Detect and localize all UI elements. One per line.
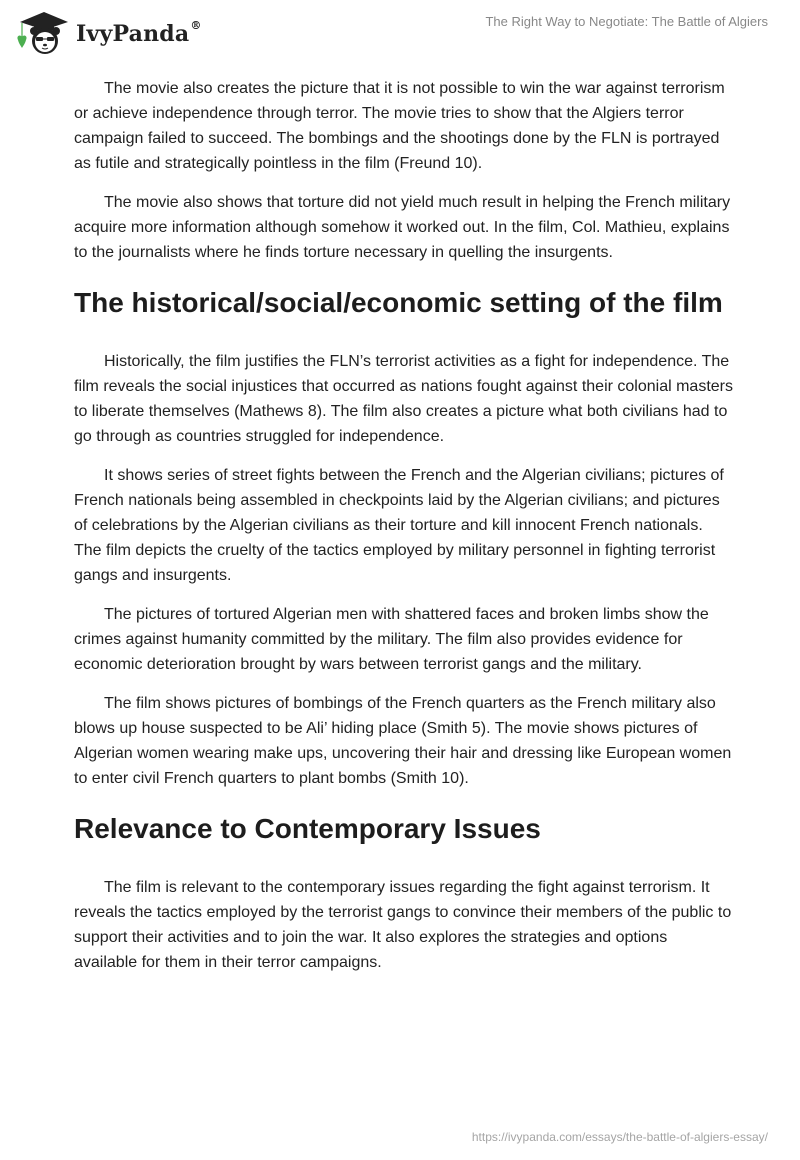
paragraph: The film is relevant to the contemporary issues regarding the fight against terrorism. It reveals the tactics employed by the terrorist gangs to convince their members of the public to support their activities and to join the war. It also explores the strategies and options available for them in their terror campaigns. (74, 879, 732, 971)
paragraph: The movie also shows that torture did not yield much result in helping the French military acquire more information although somehow it worked out. In the film, Col. Mathieu, explains to the journalists where he finds torture necessary in quelling the insurgents. (74, 194, 731, 261)
section-heading: The historical/social/economic setting of the film (74, 287, 723, 318)
paragraph: Historically, the film justifies the FLN’s terrorist activities as a fight for independence. The film reveals the social injustices that occurred as nations fought against their colonial masters to liberate themselves (Mathews 8). The film also creates a picture what both civilians had to go through as countries struggled for independence. (74, 353, 733, 445)
page-header (0, 0, 800, 60)
registered-mark: ® (190, 19, 202, 32)
paragraph: The movie also creates the picture that it is not possible to win the war against terrorism or achieve independence through terror. The movie tries to show that the Algiers terror campaign failed to succeed. The bombings and the shootings done by the FLN is portrayed as futile and strategically pointless in the film (Freund 10). (74, 80, 725, 172)
brand-text: IvyPanda (76, 21, 190, 47)
paragraph: It shows series of street fights between the French and the Algerian civilians; pictures of French nationals being assembled in checkpoints laid by the Algerian civilians; and pictures of celebrations by the Algerian civilians as their torture and kill innocent French nationals. The film depicts the cruelty of the tactics employed by military personnel in fighting terrorist gangs and insurgents. (74, 467, 724, 584)
section-heading: Relevance to Contemporary Issues (74, 813, 541, 844)
paragraph: The pictures of tortured Algerian men with shattered faces and broken limbs show the crimes against humanity committed by the military. The film also provides evidence for economic deterioration brought by wars between terrorist gangs and the military. (74, 606, 709, 673)
essay-content (74, 76, 734, 989)
brand-name (76, 21, 202, 47)
paragraph: The film shows pictures of bombings of the French quarters as the French military also blows up house suspected to be Ali’ hiding place (Smith 5). The movie shows pictures of Algerian women wearing make ups, uncovering their hair and dressing like European women to enter civil French quarters to plant bombs (Smith 10). (74, 695, 732, 787)
panda-graduate-icon (14, 8, 72, 56)
document-title: The Right Way to Negotiate: The Battle of Algiers (485, 14, 768, 29)
source-url[interactable]: https://ivypanda.com/essays/the-battle-of-algiers-essay/ (471, 1130, 768, 1144)
ivypanda-logo[interactable] (14, 8, 202, 56)
